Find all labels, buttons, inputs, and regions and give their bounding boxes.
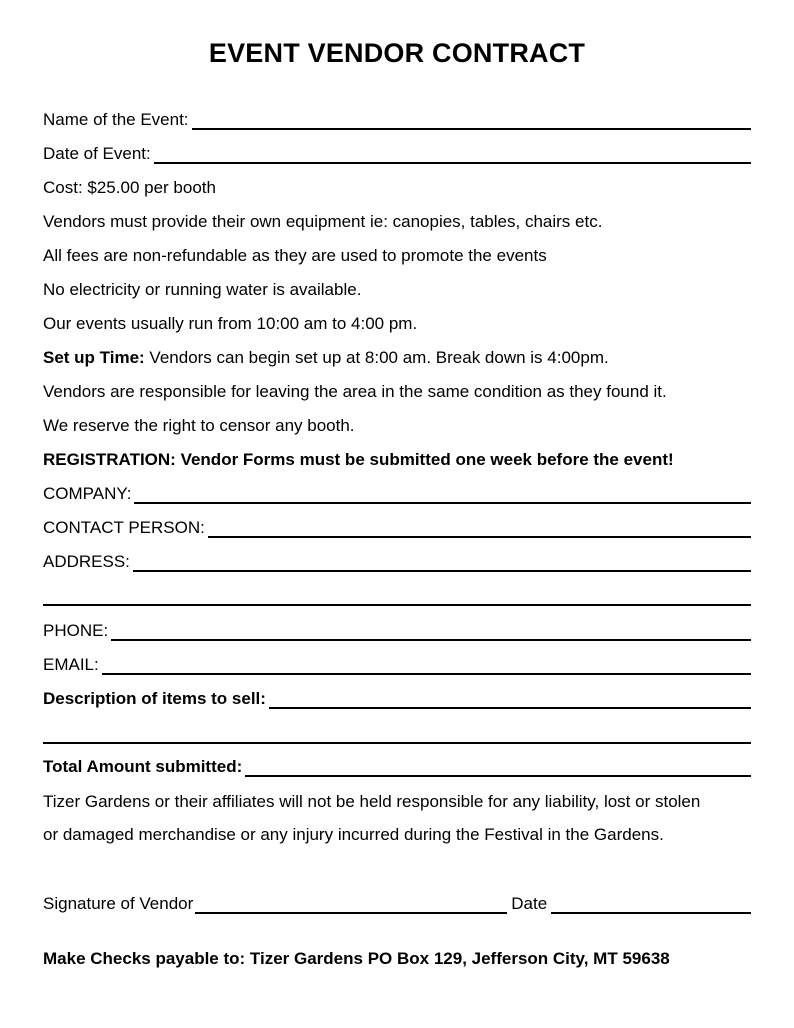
description-field [43,688,751,710]
email-label: EMAIL: [43,655,99,674]
event-date-line[interactable] [154,148,751,164]
company-field [43,483,751,505]
address-line[interactable] [133,556,751,572]
fees-text: All fees are non-refundable as they are used to promote the events [43,246,547,265]
setup-detail: Vendors can begin set up at 8:00 am. Break down is 4:00pm. [144,348,609,367]
address-field [43,551,751,573]
signature-row [43,893,751,915]
event-date-label: Date of Event: [43,144,151,163]
censor-text: We reserve the right to censor any booth. [43,416,355,435]
address-line-2[interactable] [43,604,751,606]
equipment-text: Vendors must provide their own equipment ie: canopies, tables, chairs etc. [43,212,603,231]
hours-text: Our events usually run from 10:00 am to 4:00 pm. [43,314,418,333]
phone-line[interactable] [111,625,751,641]
company-line[interactable] [134,488,751,504]
address-label: ADDRESS: [43,552,130,571]
signature-line[interactable] [195,898,507,914]
registration-notice: REGISTRATION: Vendor Forms must be submitted one week before the event! [43,450,674,469]
date-label: Date [511,894,548,913]
email-line[interactable] [102,659,751,675]
description-line[interactable] [269,693,751,709]
email-field [43,654,751,676]
event-date-field [43,143,751,165]
total-label: Total Amount submitted: [43,757,243,776]
event-name-label: Name of the Event: [43,110,189,129]
liability-text-2: or damaged merchandise or any injury incurred during the Festival in the Gardens. [43,825,664,844]
liability-text-1: Tizer Gardens or their affiliates will not be held responsible for any liability, lost or stolen [43,792,701,811]
phone-label: PHONE: [43,621,109,640]
description-line-2[interactable] [43,742,751,744]
page-title: EVENT VENDOR CONTRACT [208,38,586,68]
description-label: Description of items to sell: [43,689,266,708]
checks-payable-text: Make Checks payable to: Tizer Gardens PO Box 129, Jefferson City, MT 59638 [43,949,670,968]
contact-line[interactable] [208,522,751,538]
event-name-line[interactable] [192,114,751,130]
contact-label: CONTACT PERSON: [43,518,205,537]
setup-text [43,347,751,369]
setup-label: Set up Time: [43,348,145,367]
event-name-field [43,109,751,131]
utilities-text: No electricity or running water is available. [43,280,362,299]
cleanup-text: Vendors are responsible for leaving the area in the same condition as they found it. [43,382,667,401]
company-label: COMPANY: [43,484,132,503]
total-field [43,756,751,778]
total-line[interactable] [245,761,751,777]
date-line[interactable] [551,898,751,914]
cost-text: Cost: $25.00 per booth [43,178,216,197]
phone-field [43,620,751,642]
contact-field [43,517,751,539]
signature-label: Signature of Vendor [43,894,194,913]
